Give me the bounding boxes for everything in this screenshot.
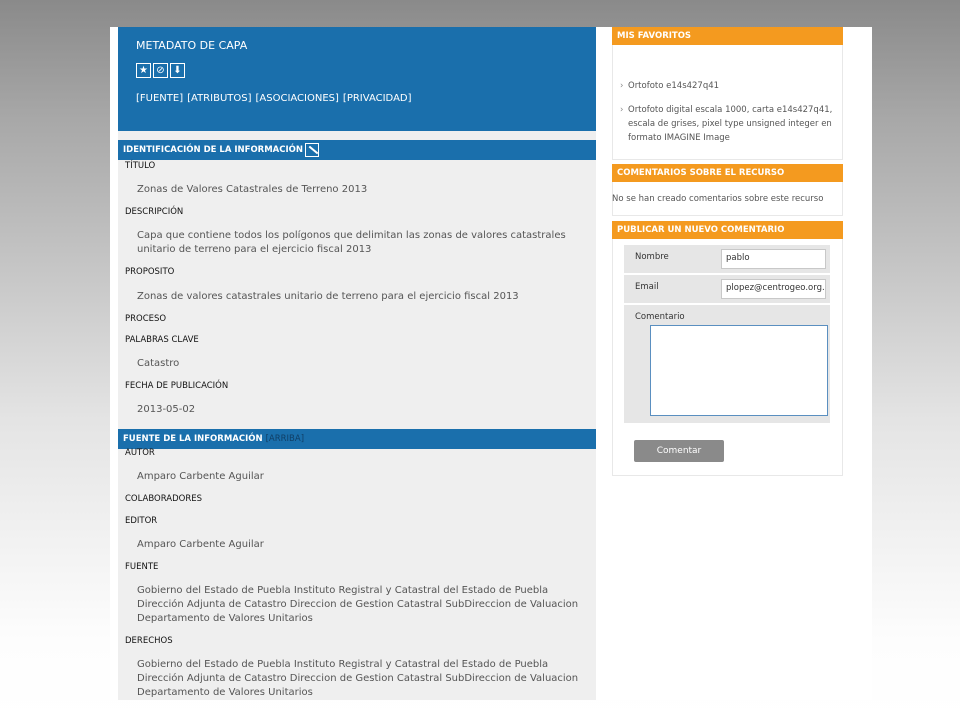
email-label: Email (635, 282, 659, 292)
field-value-derechos: Gobierno del Estado de Puebla Instituto Registral y Catastral del Estado de Puebla Dirección Adjunta de Catastro Direccion de Gestion Catastral SubDireccion de Valuacion Departamento de Valores Unitarios (137, 659, 579, 698)
field-value-autor: Amparo Carbente Aguilar (137, 471, 264, 482)
section-bar-identificacion (118, 140, 596, 160)
field-value-fuente: Gobierno del Estado de Puebla Instituto Registral y Catastral del Estado de Puebla Dirección Adjunta de Catastro Direccion de Gestion Catastral SubDireccion de Valuacion Departamento de Valores Unitarios (137, 585, 579, 624)
sidebar (612, 27, 843, 700)
email-row (624, 275, 830, 303)
link-privacidad[interactable]: [PRIVACIDAD] (342, 93, 412, 104)
field-label-titulo: TÍTULO (125, 161, 156, 171)
publicar-bar: PUBLICAR UN NUEVO COMENTARIO (612, 221, 843, 239)
download-icon[interactable]: ⬇ (170, 63, 185, 78)
field-label-proceso: PROCESO (125, 314, 167, 324)
field-label-autor: AUTOR (125, 448, 155, 458)
metadata-header (118, 27, 596, 131)
section-links (136, 93, 412, 104)
favorito-label: Ortofoto digital escala 1000, carta e14s427q41, escala de grises, pixel type unsigned integer en formato IMAGINE Image (628, 105, 833, 143)
field-value-titulo: Zonas de Valores Catastrales de Terreno 2013 (137, 184, 368, 195)
comentario-label: Comentario (635, 312, 685, 322)
link-fuente[interactable]: [FUENTE] (136, 93, 184, 104)
edit-icon[interactable] (305, 143, 319, 157)
field-value-palabras-clave: Catastro (137, 358, 180, 369)
field-label-fecha: FECHA DE PUBLICACIÓN (125, 381, 229, 391)
favorito-item[interactable] (620, 79, 838, 93)
field-label-colaboradores: COLABORADORES (125, 494, 203, 504)
favorito-label: Ortofoto e14s427q41 (628, 81, 720, 91)
section-title: FUENTE DE LA INFORMACIÓN (123, 434, 263, 444)
metadata-panel (118, 27, 596, 700)
email-input[interactable]: plopez@centrogeo.org. (721, 279, 826, 299)
nombre-input[interactable]: pablo (721, 249, 826, 269)
field-value-proposito: Zonas de valores catastrales unitario de terreno para el ejercicio fiscal 2013 (137, 291, 519, 302)
favorito-item[interactable] (620, 103, 838, 145)
field-value-fecha: 2013-05-02 (137, 404, 196, 415)
chevron-right-icon: › (620, 105, 624, 115)
field-label-editor: EDITOR (125, 516, 158, 526)
page-title: METADATO DE CAPA (136, 39, 248, 52)
nombre-label: Nombre (635, 252, 669, 262)
field-label-descripcion: DESCRIPCIÓN (125, 207, 184, 217)
block-icon[interactable]: ⊘ (153, 63, 168, 78)
chevron-right-icon: › (620, 81, 624, 91)
field-value-descripcion: Capa que contiene todos los polígonos que delimitan las zonas de valores catastrales unitario de terreno para el ejercicio fiscal 2013 (137, 230, 566, 255)
comentarios-bar: COMENTARIOS SOBRE EL RECURSO (612, 164, 843, 182)
link-atributos[interactable]: [ATRIBUTOS] (187, 93, 252, 104)
favoritos-bar: MIS FAVORITOS (612, 27, 843, 45)
comentario-textarea[interactable] (650, 325, 828, 416)
field-value-editor: Amparo Carbente Aguilar (137, 539, 264, 550)
field-label-derechos: DERECHOS (125, 636, 173, 646)
star-icon[interactable]: ★ (136, 63, 151, 78)
field-label-fuente: FUENTE (125, 562, 159, 572)
comentar-button[interactable]: Comentar (634, 440, 724, 462)
nombre-row (624, 245, 830, 273)
arriba-link[interactable]: [ARRIBA] (265, 434, 305, 444)
page (110, 27, 872, 700)
field-label-proposito: PROPOSITO (125, 267, 175, 277)
field-label-palabras-clave: PALABRAS CLAVE (125, 335, 199, 345)
no-comments-text: No se han creado comentarios sobre este recurso (612, 194, 824, 204)
section-title: IDENTIFICACIÓN DE LA INFORMACIÓN (123, 145, 303, 155)
action-icons (136, 63, 185, 78)
link-asociaciones[interactable]: [ASOCIACIONES] (255, 93, 339, 104)
comentario-row (624, 305, 830, 423)
section-bar-fuente (118, 429, 596, 449)
